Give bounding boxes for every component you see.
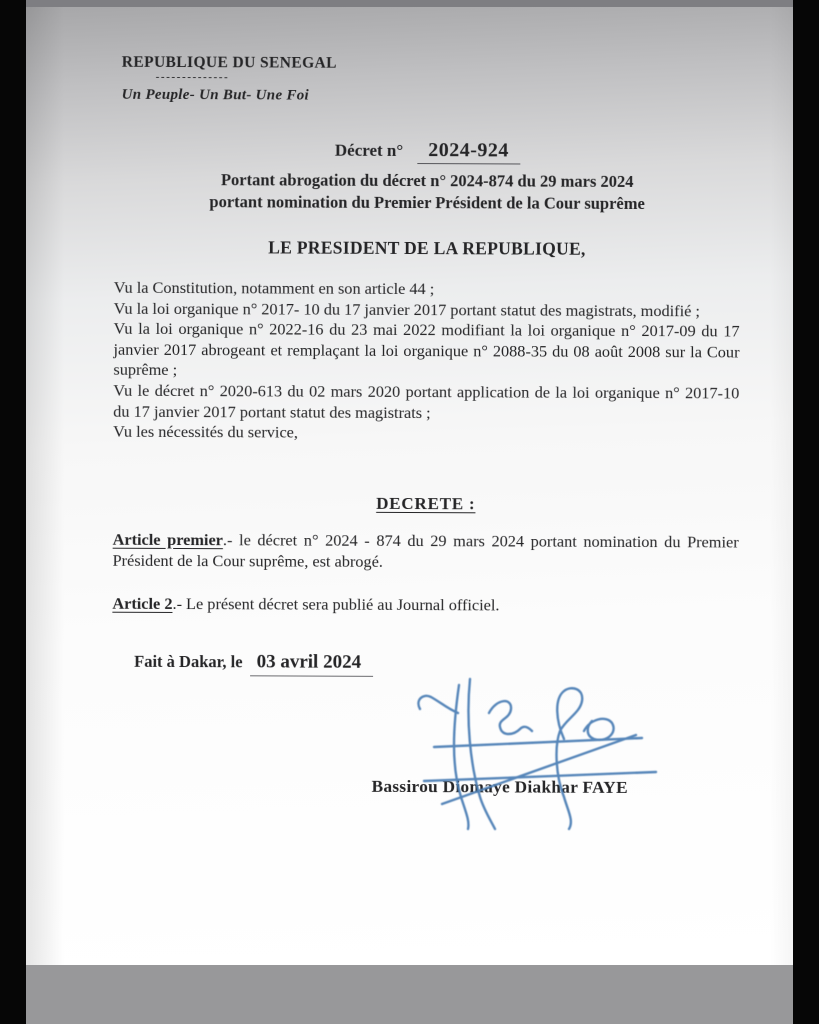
article-2-text: .- Le présent décret sera publié au Journal officiel. <box>172 593 500 615</box>
article-2 <box>112 592 738 616</box>
president-heading: LE PRESIDENT DE LA REPUBLIQUE, <box>268 237 586 259</box>
decree-title-block <box>114 138 740 216</box>
decree-number-line <box>114 138 740 166</box>
article-2-label: Article 2 <box>112 593 173 613</box>
photo-top-edge <box>26 0 793 7</box>
signer-name: Bassirou Diomaye Diakhar FAYE <box>371 777 628 798</box>
decree-subject-line-1: Portant abrogation du décret n° 2024-874 du 29 mars 2024 <box>220 170 634 191</box>
decree-number: 2024-924 <box>417 139 520 164</box>
visa-loi-organique-2017: Vu la loi organique n° 2017- 10 du 17 janvier 2017 portant statut des magistrats, modifié ; <box>113 298 701 320</box>
place-label: Fait à Dakar, le <box>134 652 243 672</box>
decree-subject-line-2: portant nomination du Premier Président de la Cour suprême <box>209 192 645 214</box>
article-premier-label: Article premier <box>112 529 224 549</box>
visa-clauses <box>113 278 740 445</box>
document-photo <box>26 0 793 1024</box>
photo-bottom-edge <box>26 965 793 1024</box>
republic-title: REPUBLIQUE DU SENEGAL <box>121 53 337 72</box>
visa-loi-organique-2022: Vu la loi organique n° 2022-16 du 23 mai 2022 modifiant la loi organique n° 2017-09 du 17 janvier 2017 abrogeant et remplaçant la loi organique n° 2088-35 du 08 août 2008 sur la Cour suprême ; <box>113 318 740 380</box>
article-premier-text: .- le décret n° 2024 - 874 du 29 mars 2024 portant nomination du Premier Président de la Cour suprême, est abrogé. <box>112 529 739 572</box>
visa-constitution: Vu la Constitution, notamment en son article 44 ; <box>113 277 435 299</box>
decree-page <box>26 7 793 965</box>
letterhead <box>122 54 741 107</box>
national-motto: Un Peuple- Un But- Une Foi <box>121 86 310 104</box>
decree-date: 03 avril 2024 <box>251 652 374 678</box>
decrete-heading: DECRETE : <box>376 493 476 514</box>
visa-decret-2020: Vu le décret n° 2020-613 du 02 mars 2020 portant application de la loi organique n° 2017-10 du 17 janvier 2017 portant statut des magistrats ; <box>113 380 740 422</box>
signature-date-line <box>134 651 738 679</box>
letterhead-divider: -------------- <box>155 70 230 84</box>
visa-necessites: Vu les nécessités du service, <box>113 421 299 442</box>
article-premier <box>113 528 739 574</box>
decree-content <box>26 7 793 799</box>
decree-label: Décret n° <box>334 140 404 160</box>
